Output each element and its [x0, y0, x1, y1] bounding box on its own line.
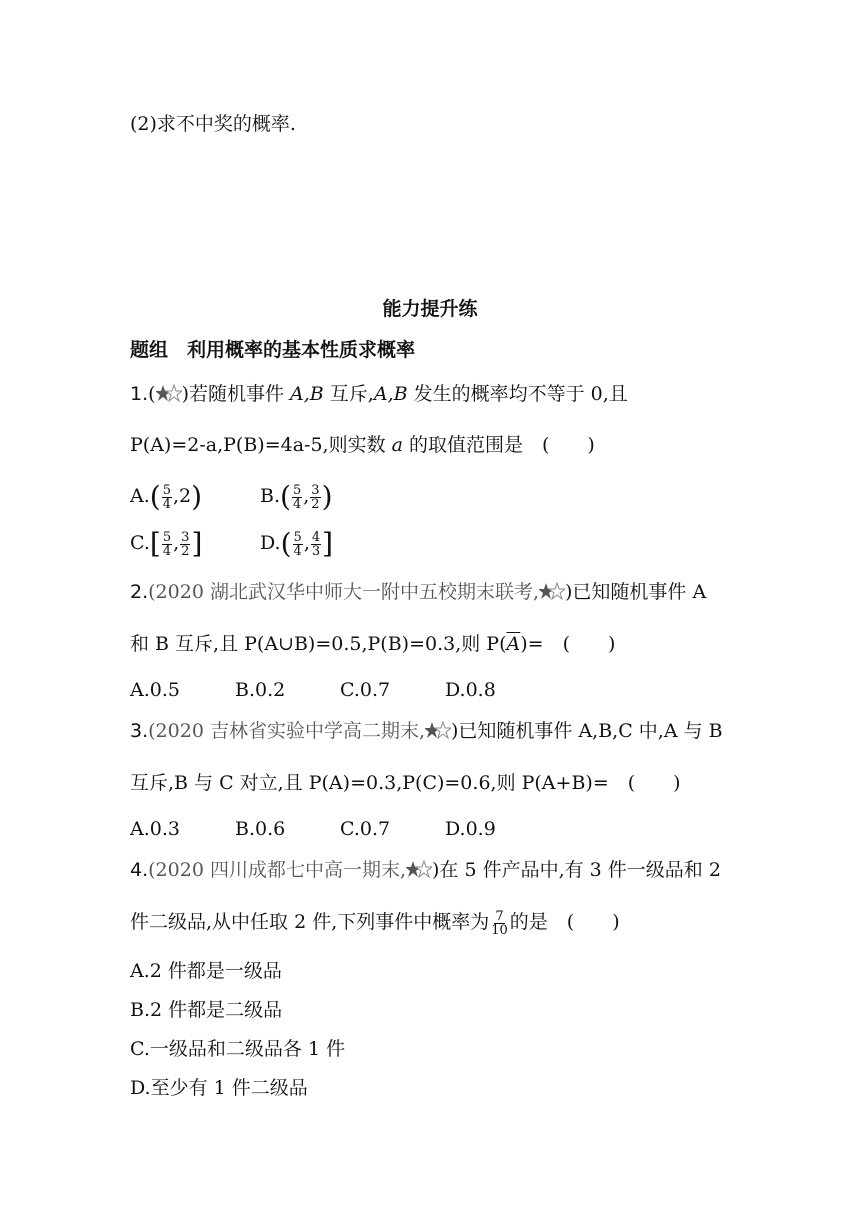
group-title: 题组 利用概率的基本性质求概率 [130, 339, 416, 361]
section-title: 能力提升练 [382, 298, 478, 320]
star-difficulty-icon [425, 721, 451, 739]
question-2-line-2: 和 B 互斥,且 P(A∪B)=0.5,P(B)=0.3,则 $P(\overline{A})=$ ( ) [130, 633, 616, 655]
question-4-line-2: 件二级品,从中任取 2 件,下列事件中概率为 $\frac{7}{10}$ 的是 ( ) [130, 908, 620, 938]
q4-option-d[interactable]: D.至少有 1 件二级品 [130, 1077, 308, 1099]
star-difficulty-icon [156, 384, 182, 402]
option-d[interactable]: D.( $\frac{5}{4}$ , $\frac{4}{3}$ ] [260, 527, 334, 560]
q3-option-b[interactable]: B.0.6 [235, 818, 286, 840]
question-3-line-2: 互斥,B 与 C 对立,且 P(A)=0.3,P(C)=0.6,则 P(A+B)= ( ) [130, 772, 681, 794]
star-difficulty-icon [406, 860, 432, 878]
q2-option-d[interactable]: D.0.8 [445, 679, 496, 701]
q2-option-a[interactable]: A.0.5 [130, 679, 180, 701]
fraction-seven-tenths: $\frac{7}{10}$ [491, 908, 508, 938]
question-4-line-1: 4.(2020 四川成都七中高一期末, )在 5 件产品中,有 3 件一级品和 2 [130, 859, 721, 881]
option-c[interactable]: C.[ $\frac{5}{4}$ , $\frac{3}{2}$ ] [130, 527, 203, 560]
option-b[interactable]: B.( $\frac{5}{4}$ , $\frac{3}{2}$ ) [260, 480, 333, 513]
q2-option-b[interactable]: B.0.2 [235, 679, 286, 701]
question-2-line-1: 2.(2020 湖北武汉华中师大一附中五校期末联考, )已知随机事件 A [130, 581, 707, 603]
q4-option-c[interactable]: C.一级品和二级品各 1 件 [130, 1038, 346, 1060]
q3-option-d[interactable]: D.0.9 [445, 818, 496, 840]
star-difficulty-icon [539, 582, 565, 600]
option-a[interactable]: A.( $\frac{5}{4}$ ,2) [130, 480, 203, 513]
part-2-question: (2)求不中奖的概率. [130, 113, 296, 135]
q3-option-c[interactable]: C.0.7 [340, 818, 391, 840]
question-1-line-2: P(A)=2-a,P(B)=4a-5,则实数 a 的取值范围是 ( ) [130, 434, 595, 456]
q4-option-b[interactable]: B.2 件都是二级品 [130, 999, 283, 1021]
q3-option-a[interactable]: A.0.3 [130, 818, 180, 840]
q4-option-a[interactable]: A.2 件都是一级品 [130, 960, 282, 982]
question-3-line-1: 3.(2020 吉林省实验中学高二期末, )已知随机事件 A,B,C 中,A 与 B [130, 720, 723, 742]
question-number: 1. [130, 383, 149, 405]
q2-option-c[interactable]: C.0.7 [340, 679, 391, 701]
question-1-line-1: 1.( )若随机事件 A,B 互斥,A,B 发生的概率均不等于 0,且 [130, 383, 628, 405]
